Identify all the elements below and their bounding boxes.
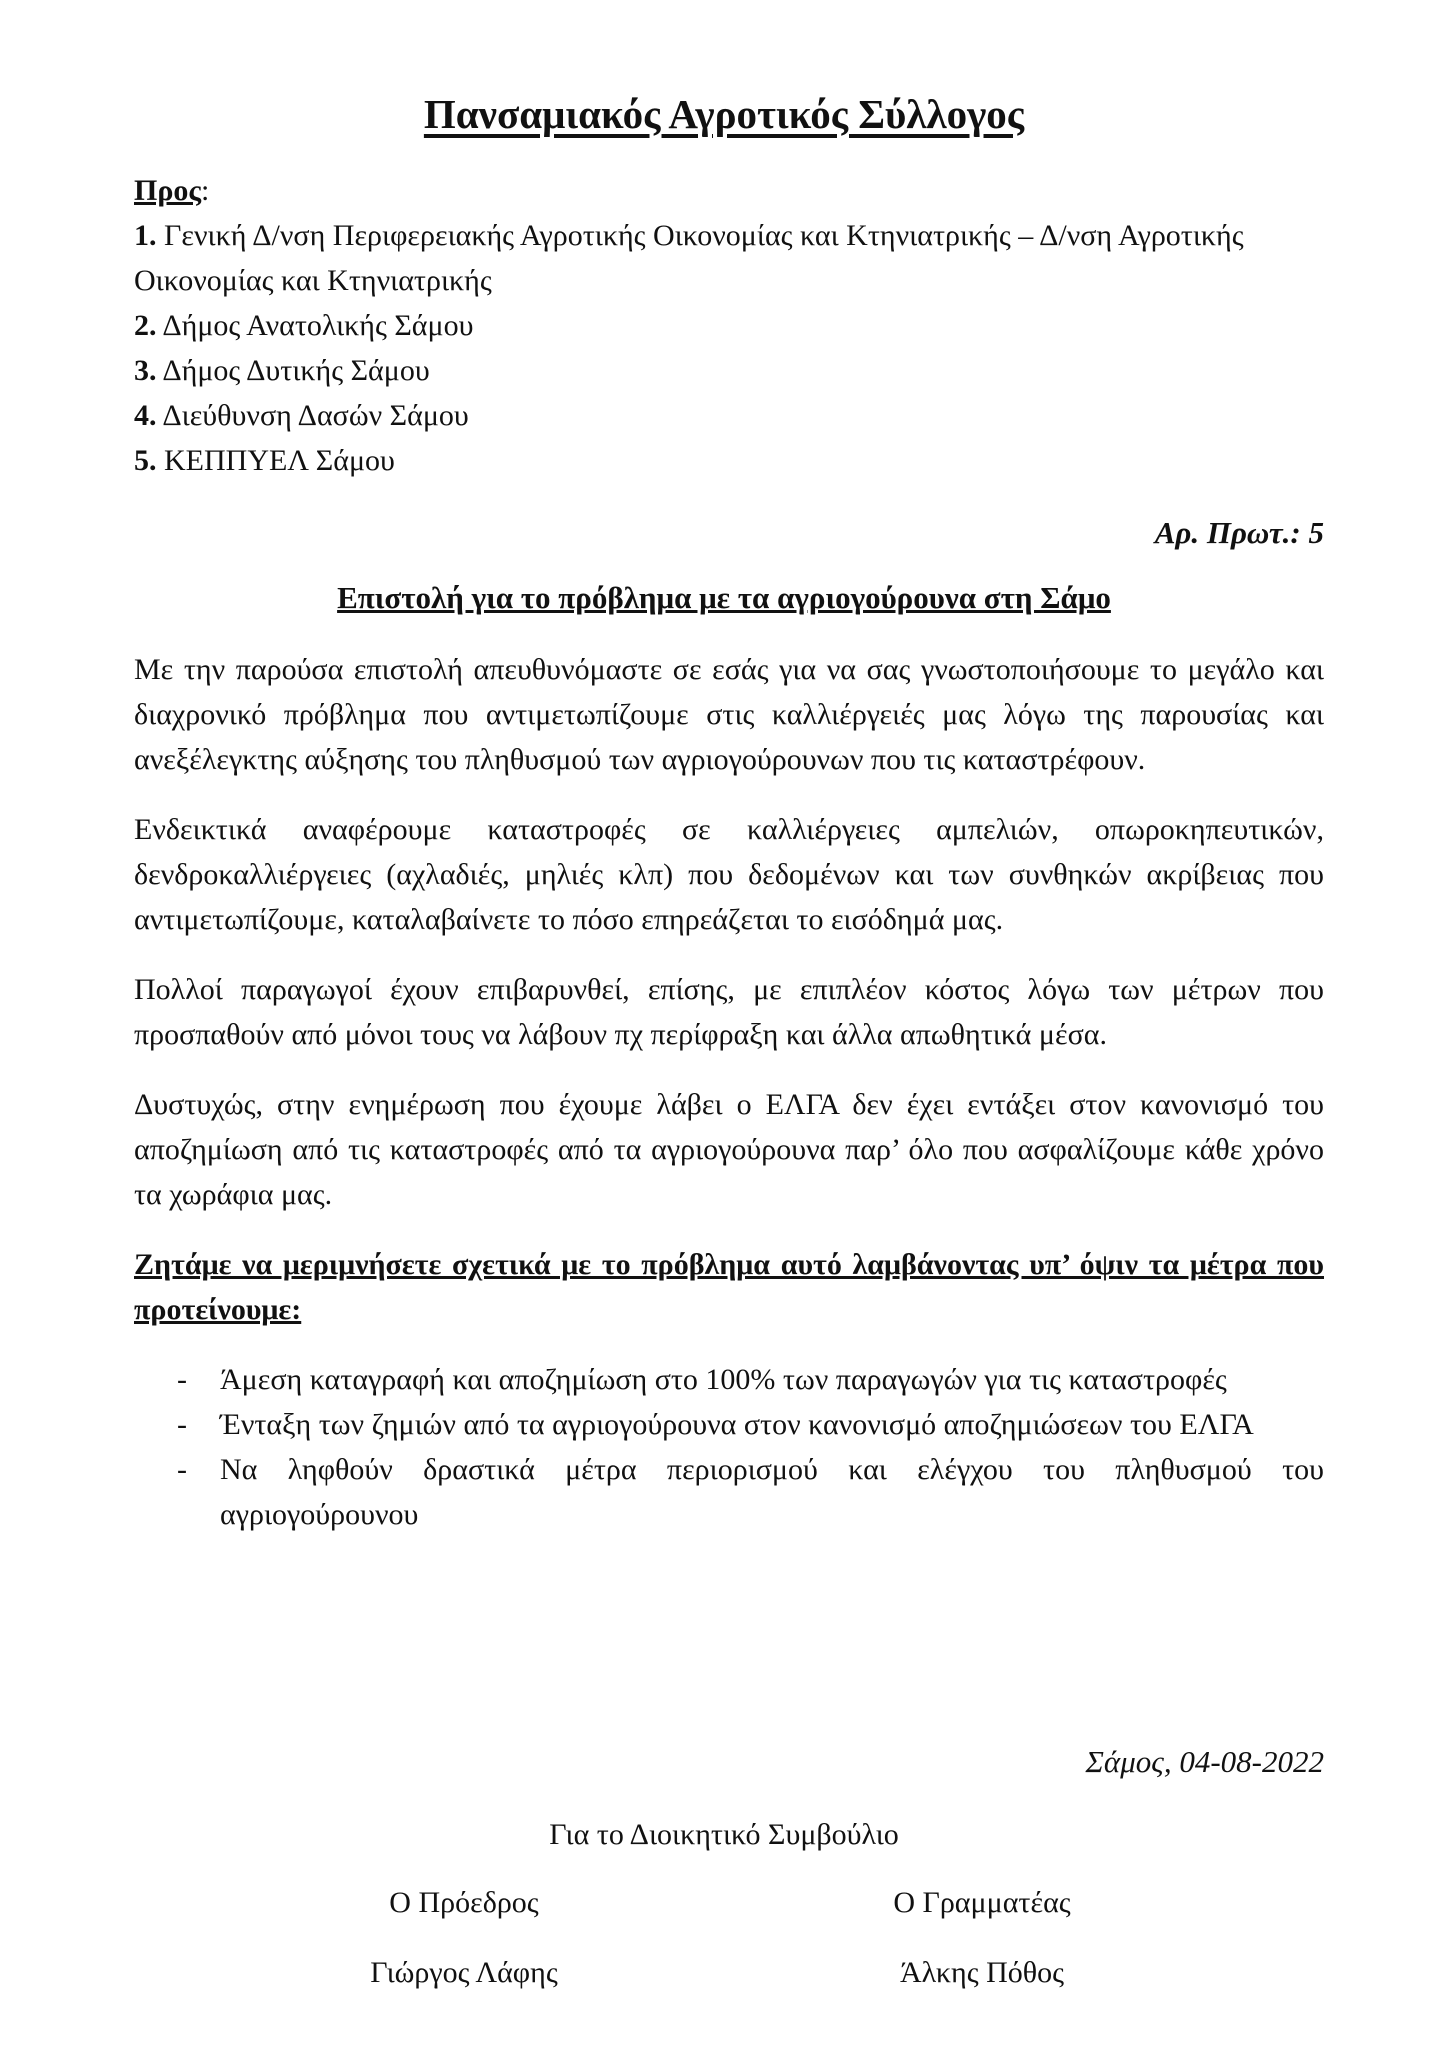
recipient-number: 1. bbox=[134, 219, 157, 252]
body-paragraph: Ενδεικτικά αναφέρουμε καταστροφές σε καλλιέργειες αμπελιών, οπωροκηπευτικών, δενδροκαλλιέργειες (αχλαδιές, μηλιές κλπ) που δεδομένων και των συνθηκών ακρίβειας που αντιμετωπίζουμε, καταλαβαίνετε το πόσο επηρεάζεται το εισόδημά μας. bbox=[134, 813, 1324, 936]
recipient-text: ΚΕΠΠΥΕΛ Σάμου bbox=[156, 444, 395, 477]
recipient-number: 2. bbox=[134, 309, 157, 342]
dash-bullet-icon: - bbox=[177, 1453, 187, 1486]
demand-text: Άμεση καταγραφή και αποζημίωση στο 100% των παραγωγών για τις καταστροφές bbox=[220, 1363, 1227, 1396]
recipients-colon: : bbox=[201, 174, 210, 207]
demand-item bbox=[134, 1447, 1324, 1537]
recipient-item bbox=[134, 348, 1334, 393]
dash-bullet-icon: - bbox=[177, 1363, 187, 1396]
demand-item bbox=[134, 1357, 1324, 1402]
signatory-name: Γιώργος Λάφης bbox=[370, 1956, 558, 1989]
recipient-number: 3. bbox=[134, 354, 157, 387]
protocol-number: Αρ. Πρωτ.: 5 bbox=[1154, 515, 1324, 550]
association-title: Πανσαμιακός Αγροτικός Σύλλογος bbox=[423, 91, 1025, 137]
recipient-text: Δήμος Δυτικής Σάμου bbox=[156, 354, 430, 387]
dash-bullet-icon: - bbox=[177, 1408, 187, 1441]
recipient-number: 4. bbox=[134, 399, 157, 432]
body-paragraph: Πολλοί παραγωγοί έχουν επιβαρυνθεί, επίσης, με επιπλέον κόστος λόγω των μέτρων που προσπαθούν από μόνοι τους να λάβουν πχ περίφραξη και άλλα απωθητικά μέσα. bbox=[134, 973, 1324, 1051]
request-heading: Ζητάμε να μεριμνήσετε σχετικά με το πρόβλημα αυτό λαμβάνοντας υπ’ όψιν τα μέτρα που προτείνουμε: bbox=[134, 1248, 1324, 1326]
signatory-role: Ο Γραμματέας bbox=[893, 1886, 1071, 1919]
demand-text: Ένταξη των ζημιών από τα αγριογούρουνα στον κανονισμό αποζημιώσεων του ΕΛΓΑ bbox=[220, 1408, 1254, 1441]
recipient-item bbox=[134, 213, 1334, 303]
demand-text: Να ληφθούν δραστικά μέτρα περιορισμού και ελέγχου του πληθυσμού του αγριογούρουνου bbox=[220, 1453, 1324, 1531]
recipient-text: Διεύθυνση Δασών Σάμου bbox=[156, 399, 469, 432]
signatory-name: Άλκης Πόθος bbox=[899, 1956, 1065, 1989]
recipient-item bbox=[134, 438, 1334, 483]
demand-item bbox=[134, 1402, 1324, 1447]
letter-body bbox=[134, 647, 1324, 1537]
body-paragraph: Δυστυχώς, στην ενημέρωση που έχουμε λάβει ο ΕΛΓΑ δεν έχει εντάξει στον κανονισμό του αποζημίωση από τις καταστροφές από τα αγριογούρουνα παρ’ όλο που ασφαλίζουμε κάθε χρόνο τα χωράφια μας. bbox=[134, 1088, 1324, 1211]
board-line: Για το Διοικητικό Συμβούλιο bbox=[549, 1818, 899, 1851]
recipient-item bbox=[134, 303, 1334, 348]
recipient-number: 5. bbox=[134, 444, 157, 477]
signatory-role: Ο Πρόεδρος bbox=[389, 1886, 539, 1919]
recipients-block bbox=[134, 168, 1334, 483]
demands-list bbox=[134, 1357, 1324, 1537]
body-paragraph: Με την παρούσα επιστολή απευθυνόμαστε σε εσάς για να σας γνωστοποιήσουμε το μεγάλο και διαχρονικό πρόβλημα που αντιμετωπίζουμε στις καλλιέργειές μας λόγω της παρουσίας και ανεξέλεγκτης αύξησης του πληθυσμού των αγριογούρουνων που τις καταστρέφουν. bbox=[134, 653, 1324, 776]
place-date: Σάμος, 04-08-2022 bbox=[1085, 1744, 1324, 1779]
recipients-label-line bbox=[134, 168, 1334, 213]
recipient-item bbox=[134, 393, 1334, 438]
recipients-label: Προς bbox=[134, 174, 202, 207]
recipient-text: Γενική Δ/νση Περιφερειακής Αγροτικής Οικονομίας και Κτηνιατρικής – Δ/νση Αγροτικής Οικονομίας και Κτηνιατρικής bbox=[134, 219, 1244, 297]
recipient-text: Δήμος Ανατολικής Σάμου bbox=[156, 309, 474, 342]
letter-subject: Επιστολή για το πρόβλημα με τα αγριογούρουνα στη Σάμο bbox=[337, 580, 1111, 615]
